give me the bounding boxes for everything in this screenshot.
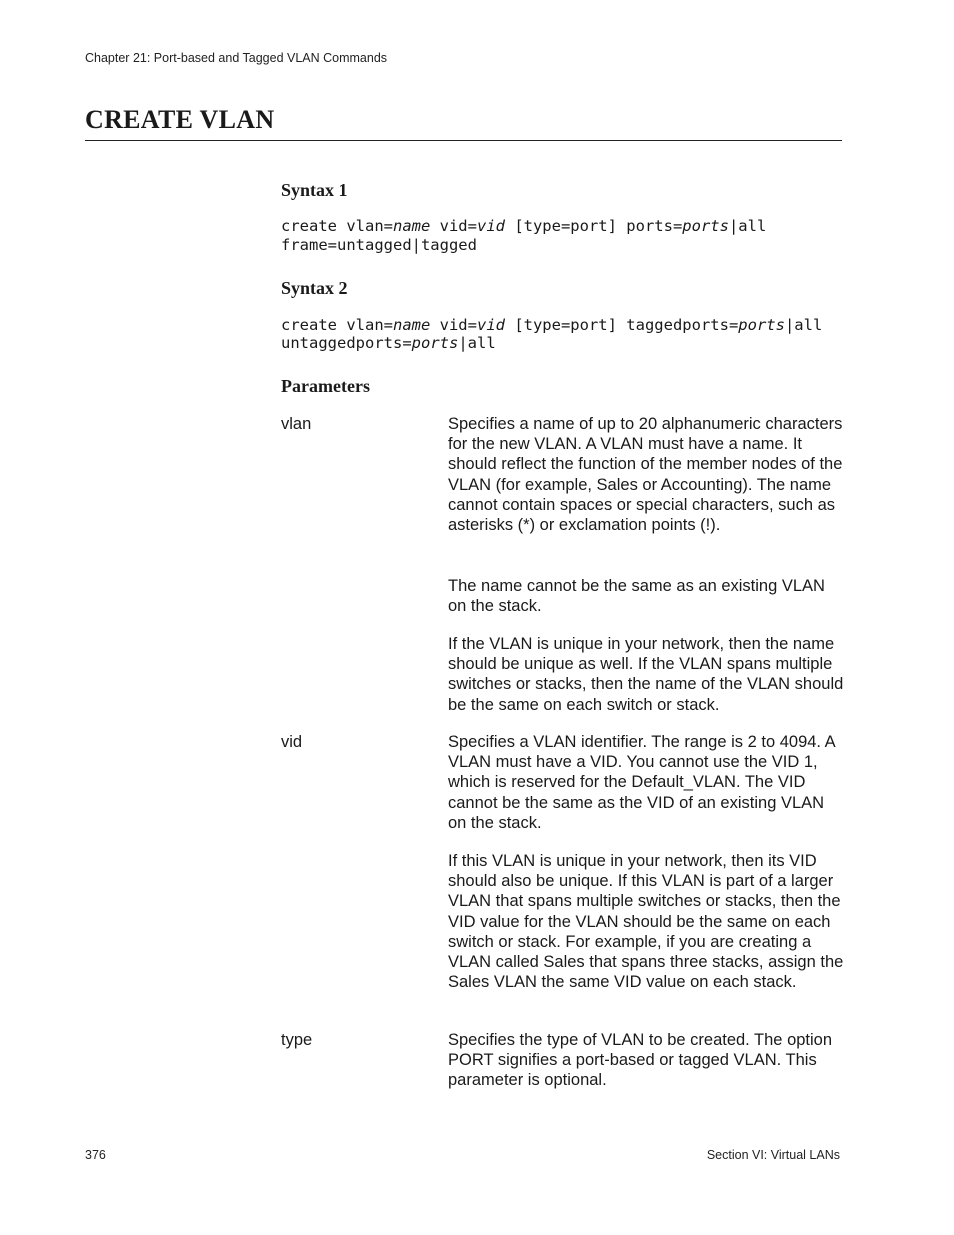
syntax-placeholder: vid [476,316,505,334]
syntax1-line2 [281,236,477,255]
param-name-vid: vid [281,733,303,751]
syntax1-line1 [281,217,766,236]
syntax-literal: vid= [430,316,477,334]
syntax-literal: [type=port] taggedports= [504,316,739,334]
param-vid-desc-1: Specifies a VLAN identifier. The range is 2 to 4094. A VLAN must have a VID. You cannot use the VID 1, which is reserved for the Default_VLAN. The VID cannot be the same as the VID of an existing VLAN on the stack. [448,733,835,832]
page-number: 376 [85,1148,106,1162]
syntax-placeholder: name [392,316,431,334]
param-name-type: type [281,1031,313,1049]
param-vlan-desc-2: The name cannot be the same as an existing VLAN on the stack. [448,577,825,616]
param-vid-desc-2: If this VLAN is unique in your network, then its VID should also be unique. If this VLAN is part of a larger VLAN that spans multiple switches or stacks, then the VID value for the VLAN should be the same on each switch or stack. For example, if you are creating a VLAN called Sales that spans three stacks, assign the Sales VLAN the same VID value on each stack. [448,852,844,992]
syntax-literal: create vlan= [281,217,393,235]
syntax1-heading: Syntax 1 [281,180,348,200]
syntax-literal: [type=port] ports= [504,217,683,235]
running-header: Chapter 21: Port-based and Tagged VLAN Commands [85,51,388,65]
syntax-placeholder: ports [682,217,729,235]
syntax-literal: |all [784,316,823,334]
syntax-literal: frame=untagged|tagged [281,236,477,254]
syntax-literal: vid= [430,217,477,235]
title-rule [85,140,842,141]
param-vlan-desc-1: Specifies a name of up to 20 alphanumeric characters for the new VLAN. A VLAN must have a name. It should reflect the function of the member nodes of the VLAN (for example, Sales or Accounting). The name cannot contain spaces or special characters, such as asterisks (*) or exclamation points (!). [448,415,843,535]
syntax2-heading: Syntax 2 [281,278,348,298]
syntax-literal: |all [728,217,767,235]
syntax-placeholder: ports [411,334,459,352]
syntax-literal: |all [458,334,496,352]
syntax-placeholder: vid [476,217,505,235]
syntax-placeholder: name [392,217,431,235]
param-name-vlan: vlan [281,415,312,433]
param-vlan-desc-3: If the VLAN is unique in your network, then the name should be unique as well. If the VLAN spans multiple switches or stacks, then the name of the VLAN should be the same on each switch or stack. [448,635,844,714]
syntax-literal: create vlan= [281,316,393,334]
parameters-heading: Parameters [281,376,370,396]
syntax-literal: untaggedports= [281,334,412,352]
page-title: CREATE VLAN [85,105,275,134]
syntax-placeholder: ports [738,316,785,334]
param-type-desc-1: Specifies the type of VLAN to be created. The option PORT signifies a port-based or tagged VLAN. This parameter is optional. [448,1031,833,1090]
syntax2-line1 [281,316,822,335]
syntax2-line2 [281,334,496,353]
footer-section: Section VI: Virtual LANs [706,1148,840,1162]
